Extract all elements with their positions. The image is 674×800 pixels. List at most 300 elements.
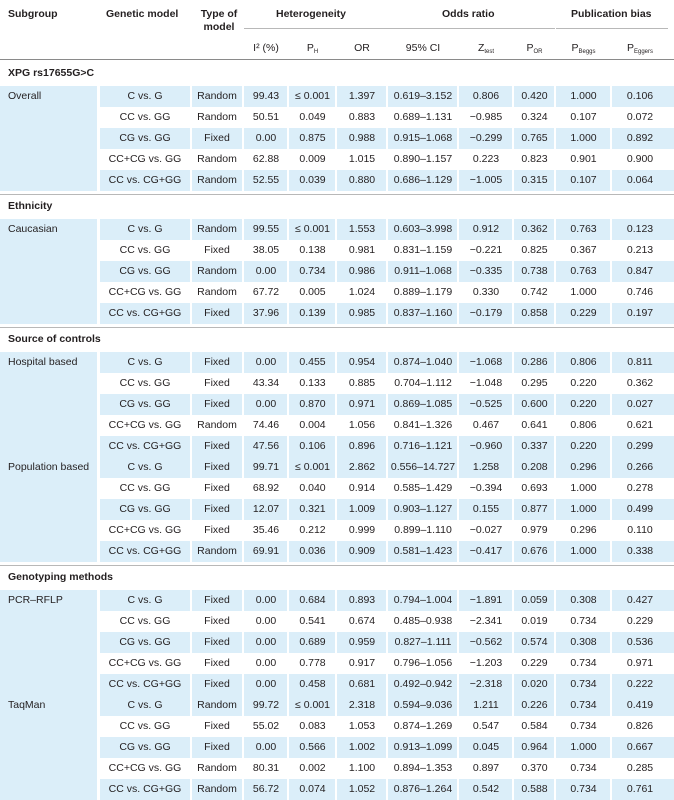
model-type-cell: Fixed: [204, 678, 230, 690]
column-separator: [287, 590, 289, 695]
peggers-cell: 0.427: [626, 594, 654, 606]
ci-cell: 0.837–1.160: [393, 307, 453, 319]
section-rule: [0, 194, 674, 195]
ph-cell: 0.139: [299, 307, 326, 319]
column-separator: [190, 352, 192, 457]
ci-cell: 0.874–1.269: [393, 720, 453, 732]
column-separator: [335, 695, 337, 800]
group-label: Hospital based: [8, 356, 78, 368]
ph-cell: 0.870: [299, 398, 326, 410]
i2-cell: 69.91: [252, 545, 280, 557]
model-type-cell: Fixed: [204, 594, 230, 606]
ci-cell: 0.796–1.056: [393, 657, 453, 669]
i2-cell: 47.56: [252, 440, 280, 452]
ph-cell: 0.009: [299, 153, 326, 165]
column-separator: [335, 457, 337, 562]
pbeggs-cell: 0.734: [570, 678, 597, 690]
column-separator: [386, 219, 388, 324]
peggers-cell: 0.123: [626, 223, 654, 235]
or-cell: 0.999: [348, 524, 376, 536]
por-cell: 0.337: [521, 440, 548, 452]
ph-cell: ≤ 0.001: [295, 699, 330, 711]
column-separator: [335, 590, 337, 695]
genetic-model-cell: C vs. G: [127, 461, 163, 473]
model-type-cell: Fixed: [204, 741, 230, 753]
section-title: Genotyping methods: [8, 571, 113, 583]
por-cell: 0.738: [521, 265, 548, 277]
column-separator: [512, 352, 514, 457]
genetic-model-cell: CC+CG vs. GG: [108, 153, 182, 165]
section-title: Ethnicity: [8, 200, 53, 212]
or-cell: 0.883: [348, 111, 376, 123]
peggers-cell: 0.213: [626, 244, 654, 256]
or-cell: 1.009: [348, 503, 376, 515]
header-genetic-model: Genetic model: [106, 8, 179, 20]
or-cell: 0.985: [348, 307, 376, 319]
section-title: XPG rs17655G>C: [8, 67, 95, 79]
ci-cell: 0.903–1.127: [393, 503, 453, 515]
or-cell: 1.053: [348, 720, 376, 732]
peggers-cell: 0.667: [626, 741, 654, 753]
z-cell: 0.223: [472, 153, 500, 165]
i2-cell: 52.55: [252, 174, 280, 186]
ph-cell: 0.212: [299, 524, 326, 536]
z-cell: 0.547: [472, 720, 500, 732]
header-heterogeneity: Heterogeneity: [276, 8, 347, 20]
z-cell: 0.330: [472, 286, 500, 298]
por-cell: 0.825: [521, 244, 548, 256]
column-separator: [190, 590, 192, 695]
peggers-cell: 0.338: [626, 545, 654, 557]
model-type-cell: Random: [197, 153, 237, 165]
model-type-cell: Fixed: [204, 636, 230, 648]
por-cell: 0.600: [521, 398, 548, 410]
ci-cell: 0.603–3.998: [393, 223, 453, 235]
ci-cell: 0.876–1.264: [393, 783, 453, 795]
group-label: Overall: [8, 90, 42, 102]
genetic-model-cell: CC vs. CG+GG: [108, 545, 182, 557]
genetic-model-cell: CC vs. GG: [119, 482, 171, 494]
peggers-cell: 0.299: [626, 440, 654, 452]
pbeggs-cell: 1.000: [570, 90, 597, 102]
por-cell: 0.286: [521, 356, 548, 368]
z-cell: 0.045: [472, 741, 500, 753]
i2-cell: 12.07: [252, 503, 280, 515]
i2-cell: 0.00: [255, 594, 277, 606]
section-title: Source of controls: [8, 333, 101, 345]
column-separator: [98, 590, 100, 695]
z-cell: −0.960: [469, 440, 503, 452]
column-separator: [190, 219, 192, 324]
peggers-cell: 0.285: [626, 762, 654, 774]
ci-cell: 0.827–1.111: [394, 636, 452, 648]
peggers-cell: 0.892: [626, 132, 654, 144]
z-cell: 0.806: [472, 90, 500, 102]
genetic-model-cell: CC vs. GG: [119, 377, 171, 389]
i2-cell: 0.00: [255, 132, 277, 144]
header-ph: [289, 42, 336, 55]
or-cell: 0.971: [348, 398, 376, 410]
pbeggs-cell: 0.367: [570, 244, 597, 256]
pbeggs-cell: 0.734: [570, 615, 597, 627]
or-cell: 0.909: [348, 545, 376, 557]
column-separator: [242, 695, 244, 800]
genetic-model-cell: CC+CG vs. GG: [108, 762, 182, 774]
i2-cell: 68.92: [252, 482, 280, 494]
or-cell: 1.002: [348, 741, 376, 753]
i2-cell: 0.00: [255, 678, 277, 690]
column-separator: [610, 352, 612, 457]
pbeggs-cell: 0.107: [570, 111, 597, 123]
model-type-cell: Random: [197, 223, 237, 235]
ph-cell: 0.138: [299, 244, 326, 256]
or-cell: 0.988: [348, 132, 376, 144]
subscript-text: OR: [533, 49, 543, 55]
ci-cell: 0.915–1.068: [393, 132, 453, 144]
ci-cell: 0.889–1.179: [393, 286, 453, 298]
ci-cell: 0.492–0.942: [393, 678, 453, 690]
i2-cell: 99.43: [252, 90, 280, 102]
por-cell: 0.823: [521, 153, 548, 165]
peggers-cell: 0.229: [626, 615, 654, 627]
genetic-model-cell: CC vs. GG: [119, 615, 171, 627]
ci-cell: 0.894–1.353: [393, 762, 453, 774]
por-cell: 0.315: [521, 174, 548, 186]
z-cell: 0.897: [472, 762, 500, 774]
i2-cell: 67.72: [252, 286, 280, 298]
or-cell: 0.893: [348, 594, 376, 606]
por-cell: 0.742: [521, 286, 548, 298]
ph-cell: ≤ 0.001: [295, 90, 330, 102]
column-separator: [287, 219, 289, 324]
ci-cell: 0.911–1.068: [394, 265, 452, 277]
ph-cell: 0.106: [299, 440, 326, 452]
z-cell: 0.155: [472, 503, 500, 515]
peggers-cell: 0.278: [626, 482, 654, 494]
i2-cell: 0.00: [255, 615, 277, 627]
i2-cell: 56.72: [252, 783, 280, 795]
ph-cell: 0.541: [299, 615, 326, 627]
z-cell: −0.525: [469, 398, 503, 410]
z-cell: −0.562: [469, 636, 503, 648]
ph-cell: ≤ 0.001: [295, 223, 330, 235]
por-cell: 0.574: [521, 636, 548, 648]
pbeggs-cell: 0.806: [570, 419, 597, 431]
ph-cell: 0.040: [299, 482, 326, 494]
genetic-model-cell: CC vs. GG: [119, 720, 171, 732]
column-separator: [554, 695, 556, 800]
model-type-cell: Random: [197, 419, 237, 431]
model-type-cell: Fixed: [204, 132, 230, 144]
column-separator: [610, 590, 612, 695]
column-separator: [512, 695, 514, 800]
column-separator: [287, 352, 289, 457]
column-separator: [610, 86, 612, 191]
ci-cell: 0.556–14.727: [390, 461, 456, 473]
model-type-cell: Random: [197, 111, 237, 123]
genetic-model-cell: C vs. G: [127, 356, 163, 368]
genetic-model-cell: CC vs. GG: [119, 111, 171, 123]
or-cell: 0.917: [348, 657, 376, 669]
i2-cell: 43.34: [252, 377, 280, 389]
model-type-cell: Fixed: [204, 524, 230, 536]
ci-cell: 0.716–1.121: [393, 440, 453, 452]
peggers-cell: 0.419: [626, 699, 654, 711]
or-cell: 2.862: [348, 461, 376, 473]
column-separator: [335, 86, 337, 191]
pbeggs-cell: 1.000: [570, 545, 597, 557]
por-cell: 0.858: [521, 307, 548, 319]
ph-cell: 0.321: [299, 503, 326, 515]
header-bottom-rule: [0, 59, 674, 60]
column-separator: [512, 86, 514, 191]
por-cell: 0.208: [521, 461, 548, 473]
ph-cell: 0.005: [299, 286, 326, 298]
ci-cell: 0.874–1.040: [393, 356, 453, 368]
model-type-cell: Random: [197, 783, 237, 795]
i2-cell: 99.71: [252, 461, 280, 473]
genetic-model-cell: CC+CG vs. GG: [108, 419, 182, 431]
ci-cell: 0.686–1.129: [393, 174, 453, 186]
ci-cell: 0.890–1.157: [393, 153, 453, 165]
model-type-cell: Fixed: [204, 398, 230, 410]
symbol-text: Z: [477, 42, 485, 54]
model-type-cell: Random: [197, 90, 237, 102]
column-separator: [242, 352, 244, 457]
genetic-model-cell: CC vs. CG+GG: [108, 783, 182, 795]
i2-cell: 0.00: [255, 636, 277, 648]
column-separator: [457, 86, 459, 191]
pbeggs-cell: 0.763: [570, 223, 597, 235]
header-por: [514, 42, 555, 55]
column-separator: [335, 352, 337, 457]
or-cell: 0.954: [348, 356, 376, 368]
section-rule: [0, 565, 674, 566]
or-cell: 0.674: [348, 615, 376, 627]
or-cell: 0.681: [348, 678, 376, 690]
genetic-model-cell: C vs. G: [127, 699, 163, 711]
column-separator: [242, 86, 244, 191]
model-type-cell: Random: [197, 699, 237, 711]
ph-cell: 0.036: [299, 545, 326, 557]
pbeggs-cell: 0.107: [570, 174, 597, 186]
model-type-cell: Fixed: [204, 307, 230, 319]
header-z: [459, 42, 513, 55]
i2-cell: 62.88: [252, 153, 280, 165]
z-cell: 1.211: [473, 699, 499, 711]
i2-cell: 0.00: [255, 657, 277, 669]
model-type-cell: Fixed: [204, 720, 230, 732]
pbeggs-cell: 0.308: [570, 594, 597, 606]
peggers-cell: 0.826: [626, 720, 654, 732]
column-separator: [287, 695, 289, 800]
or-cell: 0.986: [348, 265, 376, 277]
column-separator: [554, 352, 556, 457]
ci-cell: 0.913–1.099: [393, 741, 453, 753]
pbeggs-cell: 0.734: [570, 762, 597, 774]
por-cell: 0.641: [521, 419, 548, 431]
peggers-cell: 0.072: [626, 111, 654, 123]
header-pbeggs: [556, 42, 611, 55]
i2-cell: 38.05: [252, 244, 280, 256]
symbol-text: P: [526, 42, 534, 54]
pbeggs-cell: 0.220: [570, 377, 597, 389]
column-separator: [457, 219, 459, 324]
peggers-cell: 0.971: [626, 657, 654, 669]
genetic-model-cell: CC vs. CG+GG: [108, 307, 182, 319]
z-cell: 0.542: [472, 783, 500, 795]
column-separator: [610, 457, 612, 562]
pbeggs-cell: 1.000: [570, 482, 597, 494]
genetic-model-cell: CC vs. CG+GG: [108, 678, 182, 690]
genetic-model-cell: C vs. G: [127, 223, 163, 235]
pbeggs-cell: 0.901: [570, 153, 597, 165]
group-label: Caucasian: [8, 223, 58, 235]
header-or: OR: [354, 42, 370, 54]
peggers-cell: 0.621: [626, 419, 654, 431]
column-separator: [457, 457, 459, 562]
pbeggs-cell: 0.220: [570, 440, 597, 452]
column-separator: [98, 457, 100, 562]
ph-cell: 0.049: [299, 111, 326, 123]
por-cell: 0.693: [521, 482, 548, 494]
model-type-cell: Fixed: [204, 461, 230, 473]
or-cell: 0.959: [348, 636, 376, 648]
section-rule: [0, 327, 674, 328]
ph-cell: 0.133: [299, 377, 326, 389]
por-cell: 0.877: [521, 503, 548, 515]
ci-cell: 0.585–1.429: [393, 482, 453, 494]
model-type-cell: Fixed: [204, 377, 230, 389]
z-cell: −1.048: [469, 377, 503, 389]
column-separator: [386, 352, 388, 457]
column-separator: [457, 352, 459, 457]
z-cell: −0.299: [469, 132, 503, 144]
i2-cell: 99.72: [252, 699, 280, 711]
header-i2: I² (%): [253, 42, 279, 54]
ph-cell: 0.083: [299, 720, 326, 732]
ci-cell: 0.869–1.085: [393, 398, 453, 410]
or-cell: 2.318: [348, 699, 376, 711]
i2-cell: 99.55: [252, 223, 280, 235]
i2-cell: 0.00: [255, 398, 277, 410]
z-cell: −1.068: [469, 356, 503, 368]
z-cell: −0.985: [469, 111, 503, 123]
por-cell: 0.765: [521, 132, 548, 144]
model-type-cell: Fixed: [204, 503, 230, 515]
por-cell: 0.020: [521, 678, 548, 690]
model-type-cell: Fixed: [204, 615, 230, 627]
ph-cell: 0.734: [299, 265, 326, 277]
z-cell: −0.221: [469, 244, 503, 256]
pbeggs-cell: 0.734: [570, 657, 597, 669]
pbeggs-cell: 1.000: [570, 741, 597, 753]
ph-cell: 0.684: [299, 594, 326, 606]
peggers-cell: 0.110: [627, 524, 653, 536]
genetic-model-cell: C vs. G: [127, 594, 163, 606]
ci-cell: 0.594–9.036: [393, 699, 453, 711]
column-separator: [242, 219, 244, 324]
column-separator: [287, 86, 289, 191]
column-separator: [512, 219, 514, 324]
ci-cell: 0.704–1.112: [394, 377, 452, 389]
header-publication-bias: Publication bias: [571, 8, 652, 20]
symbol-text: P: [571, 42, 579, 54]
column-separator: [190, 86, 192, 191]
z-cell: 1.258: [472, 461, 500, 473]
genetic-model-cell: CC+CG vs. GG: [108, 657, 182, 669]
genetic-model-cell: CG vs. GG: [119, 398, 171, 410]
header-type-of-model: Type of model: [200, 8, 238, 33]
z-cell: 0.467: [472, 419, 500, 431]
ph-cell: ≤ 0.001: [295, 461, 330, 473]
pbeggs-cell: 0.806: [570, 356, 597, 368]
column-separator: [554, 86, 556, 191]
peggers-cell: 0.266: [626, 461, 654, 473]
z-cell: −0.417: [469, 545, 503, 557]
z-cell: −1.005: [469, 174, 503, 186]
ci-cell: 0.689–1.131: [393, 111, 453, 123]
por-cell: 0.964: [521, 741, 548, 753]
i2-cell: 35.46: [252, 524, 280, 536]
i2-cell: 55.02: [252, 720, 280, 732]
i2-cell: 0.00: [255, 741, 277, 753]
ph-cell: 0.875: [299, 132, 326, 144]
or-cell: 1.056: [348, 419, 376, 431]
or-cell: 1.397: [348, 90, 376, 102]
column-separator: [242, 457, 244, 562]
symbol-text: P: [306, 42, 314, 54]
por-cell: 0.324: [521, 111, 548, 123]
ph-cell: 0.002: [299, 762, 326, 774]
column-separator: [457, 590, 459, 695]
ph-cell: 0.689: [299, 636, 326, 648]
pbeggs-cell: 0.220: [570, 398, 597, 410]
genetic-model-cell: CC vs. GG: [119, 244, 171, 256]
or-cell: 0.885: [348, 377, 376, 389]
peggers-cell: 0.761: [626, 783, 654, 795]
model-type-cell: Random: [197, 545, 237, 557]
i2-cell: 50.51: [252, 111, 280, 123]
column-separator: [190, 695, 192, 800]
por-cell: 0.362: [521, 223, 548, 235]
model-type-cell: Random: [197, 265, 237, 277]
pbeggs-cell: 0.734: [570, 699, 597, 711]
column-separator: [610, 695, 612, 800]
genetic-model-cell: CC vs. CG+GG: [108, 174, 182, 186]
pbeggs-cell: 1.000: [570, 132, 597, 144]
por-cell: 0.420: [521, 90, 548, 102]
model-type-cell: Fixed: [204, 356, 230, 368]
ph-cell: 0.778: [299, 657, 326, 669]
genetic-model-cell: C vs. G: [127, 90, 163, 102]
header-group-rule: [244, 28, 388, 29]
i2-cell: 80.31: [252, 762, 280, 774]
column-separator: [386, 457, 388, 562]
pbeggs-cell: 0.734: [570, 783, 597, 795]
ph-cell: 0.455: [299, 356, 326, 368]
pbeggs-cell: 0.296: [570, 461, 597, 473]
por-cell: 0.584: [521, 720, 548, 732]
por-cell: 0.979: [521, 524, 548, 536]
i2-cell: 0.00: [255, 265, 277, 277]
ci-cell: 0.831–1.159: [393, 244, 453, 256]
ph-cell: 0.566: [299, 741, 326, 753]
header-ci: 95% CI: [405, 42, 441, 54]
column-separator: [242, 590, 244, 695]
por-cell: 0.295: [521, 377, 548, 389]
group-label: PCR–RFLP: [8, 594, 63, 606]
